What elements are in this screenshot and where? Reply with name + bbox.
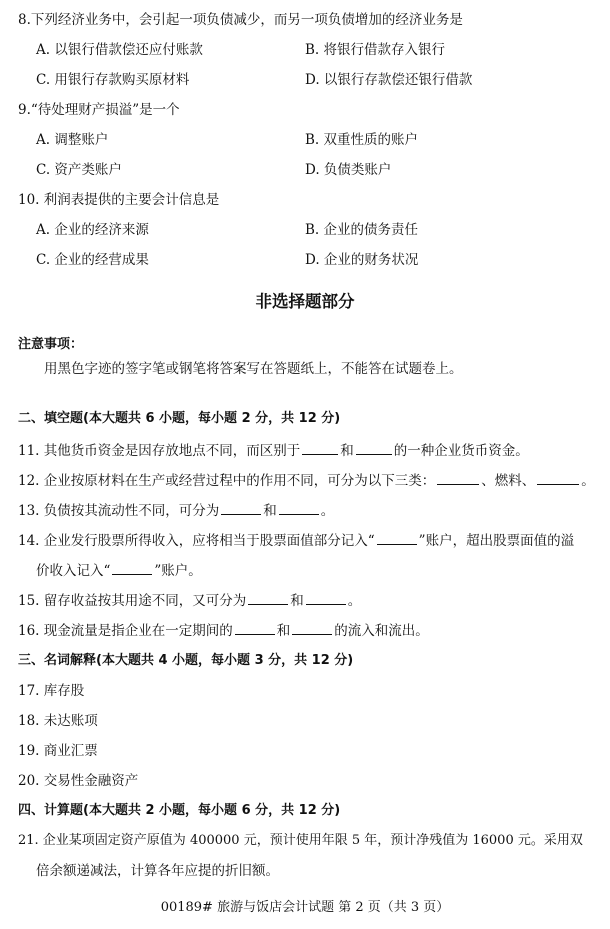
answer-blank[interactable] <box>279 500 319 515</box>
answer-blank[interactable] <box>356 440 392 455</box>
notice-text: 用黑色字迹的签字笔或钢笔将答案写在答题纸上，不能答在试题卷上。 <box>44 361 463 377</box>
question-14-text-2: ”账户，超出股票面值的溢 <box>418 533 575 549</box>
notice-heading: 注意事项： <box>18 337 84 352</box>
question-20: 20. 交易性金融资产 <box>18 773 139 789</box>
question-8-option-a: A. 以银行借款偿还应付账款 <box>36 42 203 58</box>
question-8-option-d: D. 以银行存款偿还银行借款 <box>305 72 473 88</box>
answer-blank[interactable] <box>112 560 152 575</box>
answer-blank[interactable] <box>302 440 338 455</box>
question-15-text-1: 15. 留存收益按其用途不同，又可分为 <box>18 593 247 609</box>
question-15-text-2: 和 <box>290 593 304 609</box>
question-9-option-c: C. 资产类账户 <box>36 162 122 178</box>
question-11-text-1: 11. 其他货币资金是因存放地点不同，而区别于 <box>18 443 301 459</box>
question-13 <box>18 500 334 520</box>
answer-blank[interactable] <box>235 620 275 635</box>
fill-section-heading: 二、填空题(本大题共 6 小题，每小题 2 分，共 12 分) <box>18 411 341 426</box>
answer-blank[interactable] <box>248 590 288 605</box>
question-21: 21. 企业某项固定资产原值为 400000 元，预计使用年限 5 年，预计净残值为 16000 元。采用双 <box>18 833 583 848</box>
question-11-text-3: 的一种企业货币资金。 <box>393 443 529 459</box>
question-16-text-2: 和 <box>276 623 291 639</box>
question-12-text-2: 、燃料、 <box>481 473 536 489</box>
section-title: 非选择题部分 <box>255 292 355 311</box>
question-9-option-d: D. 负债类账户 <box>305 162 392 178</box>
question-10-stem: 10. 利润表提供的主要会计信息是 <box>18 192 220 208</box>
question-8-option-c: C. 用银行存款购买原材料 <box>36 72 190 88</box>
question-15-text-3: 。 <box>347 593 362 609</box>
answer-blank[interactable] <box>221 500 261 515</box>
question-15 <box>18 590 361 610</box>
question-18: 18. 未达账项 <box>18 713 98 729</box>
question-10-option-a: A. 企业的经济来源 <box>36 222 149 238</box>
question-10-option-d: D. 企业的财务状况 <box>305 252 419 268</box>
question-10-option-c: C. 企业的经营成果 <box>36 252 149 268</box>
question-11 <box>18 440 529 460</box>
question-14-text-3: 价收入记入“ <box>36 563 111 579</box>
question-16-text-3: 的流入和流出。 <box>334 623 429 639</box>
question-8-option-b: B. 将银行借款存入银行 <box>305 42 446 58</box>
question-9-option-b: B. 双重性质的账户 <box>305 132 419 148</box>
question-16 <box>18 620 429 640</box>
answer-blank[interactable] <box>377 530 417 545</box>
question-9-option-a: A. 调整账户 <box>36 132 109 148</box>
question-11-text-2: 和 <box>340 443 354 459</box>
question-17: 17. 库存股 <box>18 683 85 699</box>
question-13-text-1: 13. 负债按其流动性不同，可分为 <box>18 503 220 519</box>
terms-section-heading: 三、名词解释(本大题共 4 小题，每小题 3 分，共 12 分) <box>18 653 354 668</box>
answer-blank[interactable] <box>292 620 332 635</box>
question-12-text-1: 12. 企业按原材料在生产或经营过程中的作用不同，可分为以下三类： <box>18 473 436 489</box>
question-14 <box>18 530 574 550</box>
question-8-stem: 8.下列经济业务中，会引起一项负债减少，而另一项负债增加的经济业务是 <box>18 12 463 28</box>
question-9-stem: 9.“待处理财产损溢”是一个 <box>18 102 180 118</box>
answer-blank[interactable] <box>537 470 579 485</box>
answer-blank[interactable] <box>306 590 346 605</box>
question-12 <box>18 470 595 490</box>
calc-section-heading: 四、计算题(本大题共 2 小题，每小题 6 分，共 12 分) <box>18 803 341 818</box>
question-12-text-3: 。 <box>581 473 595 489</box>
question-21-continued: 倍余额递减法，计算各年应提的折旧额。 <box>36 863 279 879</box>
answer-blank[interactable] <box>437 470 479 485</box>
question-14-text-4: ”账户。 <box>154 563 202 579</box>
question-13-text-2: 和 <box>263 503 277 519</box>
question-19: 19. 商业汇票 <box>18 743 98 759</box>
question-14-text-1: 14. 企业发行股票所得收入，应将相当于股票面值部分记入“ <box>18 533 375 549</box>
question-16-text-1: 16. 现金流量是指企业在一定期间的 <box>18 623 233 639</box>
question-13-text-3: 。 <box>320 503 335 519</box>
page-footer: 00189# 旅游与饭店会计试题 第 2 页（共 3 页） <box>160 900 450 915</box>
question-10-option-b: B. 企业的债务责任 <box>305 222 419 238</box>
question-14-continued <box>36 560 202 580</box>
